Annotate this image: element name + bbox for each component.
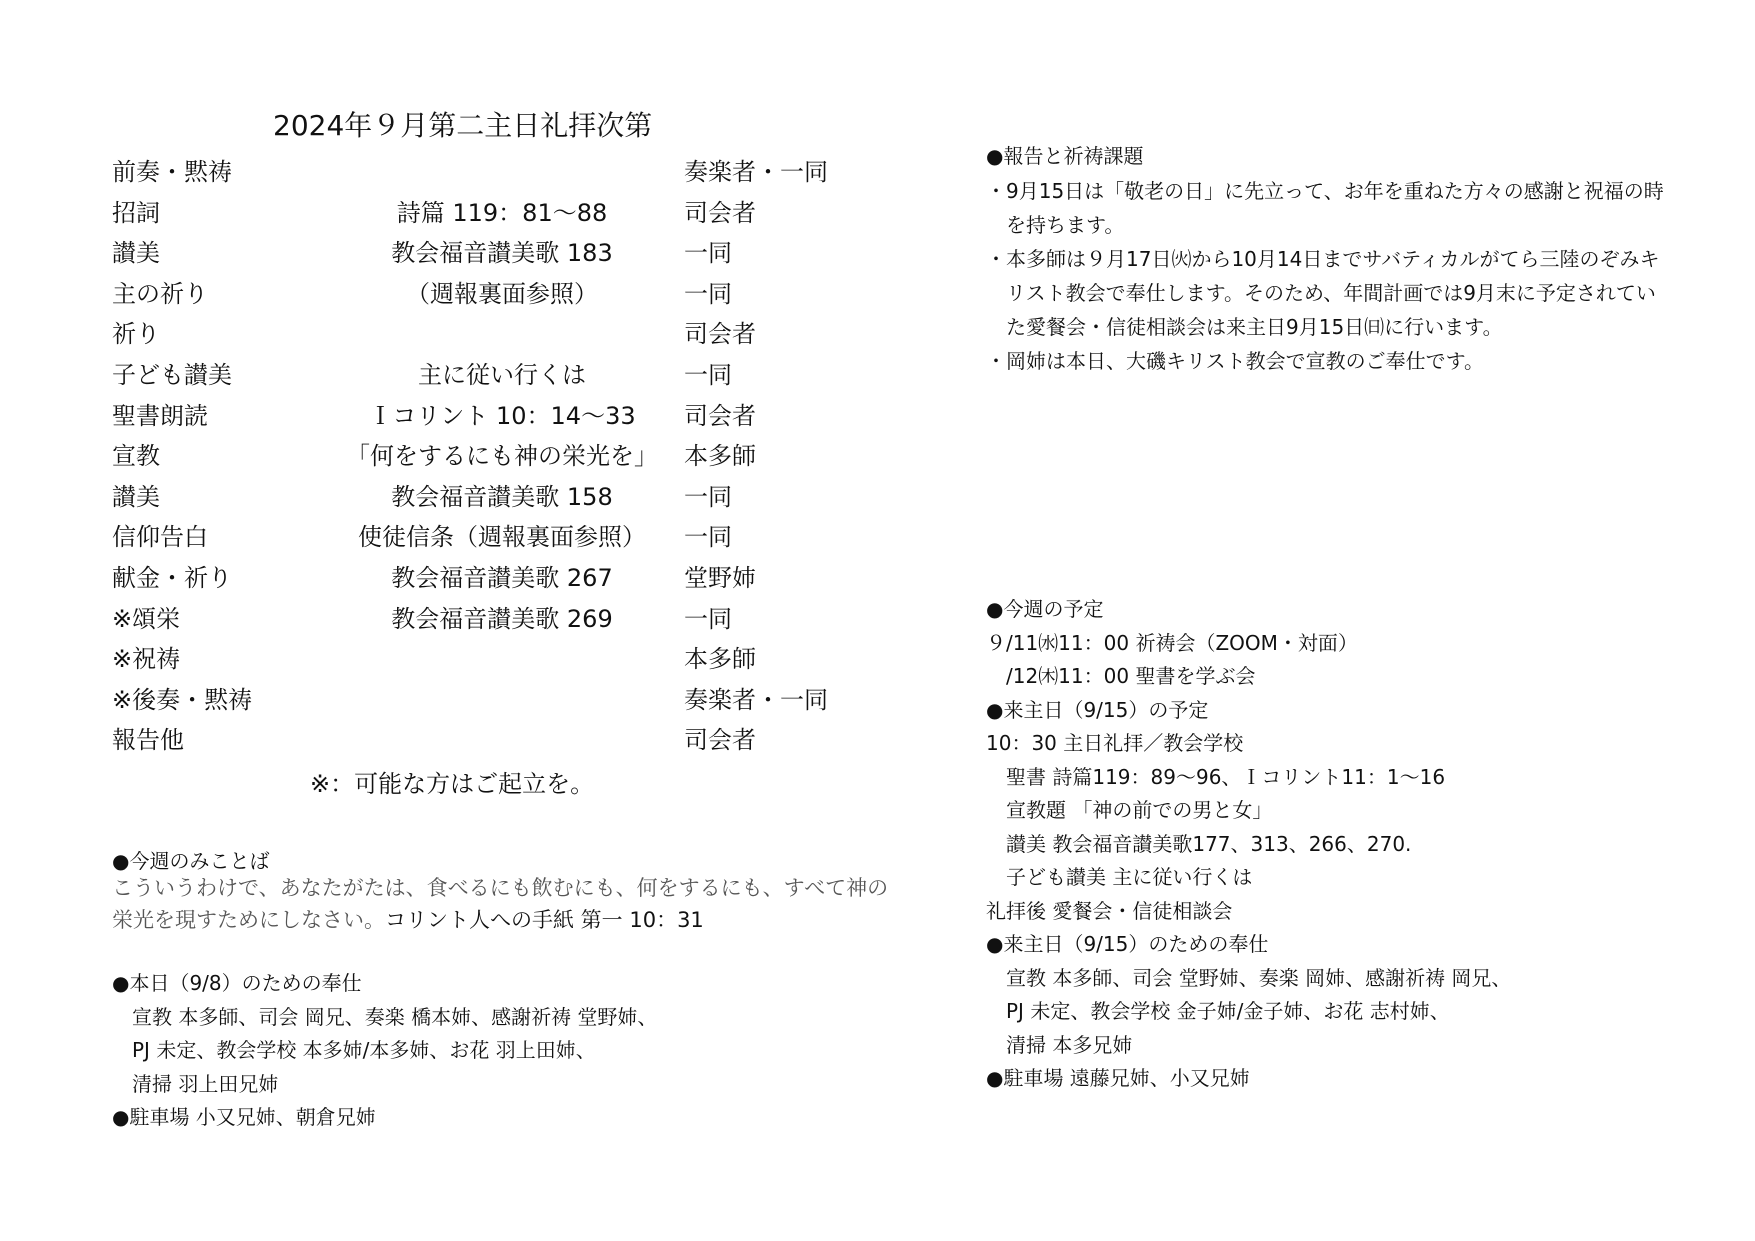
- order-item: 子ども讃美: [112, 360, 232, 389]
- order-by: 一同: [684, 482, 732, 511]
- next-sunday-time: 10：30 主日礼拝／教会学校: [986, 731, 1244, 755]
- order-item: 祈り: [112, 320, 160, 349]
- order-item: 主の祈り: [112, 279, 208, 308]
- order-by: 奏楽者・一同: [684, 158, 828, 186]
- order-row: [112, 355, 872, 396]
- order-by: 司会者: [684, 401, 756, 430]
- order-item: 招詞: [112, 198, 160, 227]
- today-service-line: 宣教 本多師、司会 岡兄、奏楽 橋本姉、感謝祈祷 堂野姉、: [132, 1004, 658, 1029]
- next-service-line: 清掃 本多兄姉: [1006, 1032, 1133, 1057]
- order-of-service: [112, 152, 872, 761]
- next-sunday-heading: ●来主日（9/15）の予定: [986, 697, 1209, 722]
- order-detail: Ｉコリント 10：14～33: [368, 401, 636, 430]
- schedule-section: [986, 593, 1511, 1096]
- order-by: 本多師: [684, 645, 756, 674]
- report-bullet: ・: [986, 246, 1006, 271]
- order-item: 讃美: [112, 239, 160, 268]
- order-row: [112, 517, 872, 558]
- order-item: 聖書朗読: [112, 401, 208, 430]
- order-detail: 教会福音讃美歌 269: [391, 604, 613, 633]
- order-item: 前奏・黙祷: [112, 158, 232, 186]
- order-by: 一同: [684, 239, 732, 268]
- order-detail: 教会福音讃美歌 267: [391, 563, 613, 592]
- next-service-heading: ●来主日（9/15）のための奉仕: [986, 932, 1269, 956]
- scripture-reference: コリント人への手紙 第一 10：31: [385, 908, 704, 932]
- week-schedule-line: ９/11㈬11：00 祈祷会（ZOOM・対面）: [986, 630, 1358, 655]
- report-text: 本多師は９月17日㈫から10月14日までサバティカルがてら三陸のぞみキリスト教会で奉仕します。そのため、年間計画では9月末に予定されていた愛餐会・信徒相談会は来主日9月15日㈰に行います。: [1006, 246, 1660, 339]
- next-sunday-line: 子ども讃美 主に従い行くは: [1006, 865, 1253, 889]
- order-item: 献金・祈り: [112, 563, 232, 592]
- report-item: [986, 174, 1666, 242]
- today-service-line: PJ 未定、教会学校 本多姉/本多姉、お花 羽上田姉、: [132, 1038, 596, 1062]
- today-parking: ●駐車場 小又兄姉、朝倉兄姉: [112, 1105, 376, 1129]
- standing-note: ※：可能な方はご起立を。: [310, 770, 595, 798]
- order-item: ※祝祷: [112, 645, 181, 674]
- report-item: [986, 344, 1666, 378]
- report-bullet: ・: [986, 178, 1006, 203]
- order-by: 一同: [684, 523, 732, 552]
- after-service-line: 礼拝後 愛餐会・信徒相談会: [986, 898, 1233, 923]
- order-item: 讃美: [112, 482, 160, 511]
- order-row: [112, 639, 872, 680]
- order-row: [112, 152, 872, 193]
- order-detail: 詩篇 119：81～88: [396, 198, 608, 227]
- order-row: [112, 274, 872, 315]
- order-item: 信仰告白: [112, 523, 208, 552]
- order-by: 一同: [684, 604, 732, 633]
- order-row: [112, 314, 872, 355]
- reports-section: [986, 140, 1666, 378]
- next-service-line: 宣教 本多師、司会 堂野姉、奏楽 岡姉、感謝祈祷 岡兄、: [1006, 965, 1512, 990]
- next-sunday-line: 聖書 詩篇119：89～96、Ｉコリント11：1～16: [1006, 764, 1446, 789]
- next-service-line: PJ 未定、教会学校 金子姉/金子姉、お花 志村姉、: [1006, 999, 1450, 1023]
- order-by: 一同: [684, 360, 732, 389]
- order-by: 司会者: [684, 198, 756, 227]
- report-bullet: ・: [986, 348, 1006, 373]
- today-service-heading: ●本日（9/8）のための奉仕: [112, 971, 362, 995]
- order-detail: 主に従い行くは: [418, 360, 586, 389]
- order-row: [112, 436, 872, 477]
- order-item: 報告他: [112, 726, 184, 755]
- week-schedule-heading: ●今週の予定: [986, 597, 1104, 621]
- report-text: 岡姉は本日、大磯キリスト教会で宣教のご奉仕です。: [1006, 348, 1484, 373]
- order-row: [112, 720, 872, 761]
- week-schedule-line: /12㈭11：00 聖書を学ぶ会: [1006, 664, 1256, 688]
- order-by: 奏楽者・一同: [684, 685, 828, 714]
- page-title: 2024年９月第二主日礼拝次第: [273, 109, 653, 142]
- order-row: [112, 477, 872, 518]
- order-by: 一同: [684, 279, 732, 308]
- today-service-section: [112, 967, 657, 1135]
- order-row: [112, 193, 872, 234]
- scripture-body: こういうわけで、あなたがたは、食べるにも飲むにも、何をするにも、すべて神の栄光を現すためにしなさい。: [112, 876, 889, 932]
- order-detail: 教会福音讃美歌 158: [391, 482, 613, 511]
- report-item: [986, 242, 1666, 344]
- order-by: 堂野姉: [684, 563, 756, 592]
- order-item: 宣教: [112, 442, 160, 471]
- next-sunday-line: 宣教題 「神の前での男と女」: [1006, 798, 1273, 822]
- order-item: ※後奏・黙祷: [112, 685, 253, 714]
- reports-heading: ●報告と祈祷課題: [986, 144, 1144, 168]
- order-row: [112, 558, 872, 599]
- next-sunday-line: 讃美 教会福音讃美歌177、313、266、270.: [1006, 831, 1412, 856]
- order-detail: 使徒信条（週報裏面参照）: [358, 523, 646, 552]
- order-detail: 「何をするにも神の栄光を」: [346, 442, 658, 471]
- order-detail: 教会福音讃美歌 183: [391, 239, 613, 268]
- order-row: [112, 599, 872, 640]
- today-service-line: 清掃 羽上田兄姉: [132, 1071, 279, 1096]
- word-heading: ●今週のみことば: [112, 849, 270, 873]
- order-row: [112, 680, 872, 721]
- order-detail: （週報裏面参照）: [406, 279, 598, 308]
- scripture-text: [112, 872, 902, 936]
- order-row: [112, 233, 872, 274]
- order-by: 司会者: [684, 726, 756, 755]
- report-text: 9月15日は「敬老の日」に先立って、お年を重ねた方々の感謝と祝福の時を持ちます。: [1006, 178, 1664, 237]
- order-row: [112, 396, 872, 437]
- next-parking: ●駐車場 遠藤兄姉、小又兄姉: [986, 1066, 1250, 1090]
- order-by: 本多師: [684, 442, 756, 471]
- order-item: ※頌栄: [112, 604, 181, 633]
- order-by: 司会者: [684, 320, 756, 349]
